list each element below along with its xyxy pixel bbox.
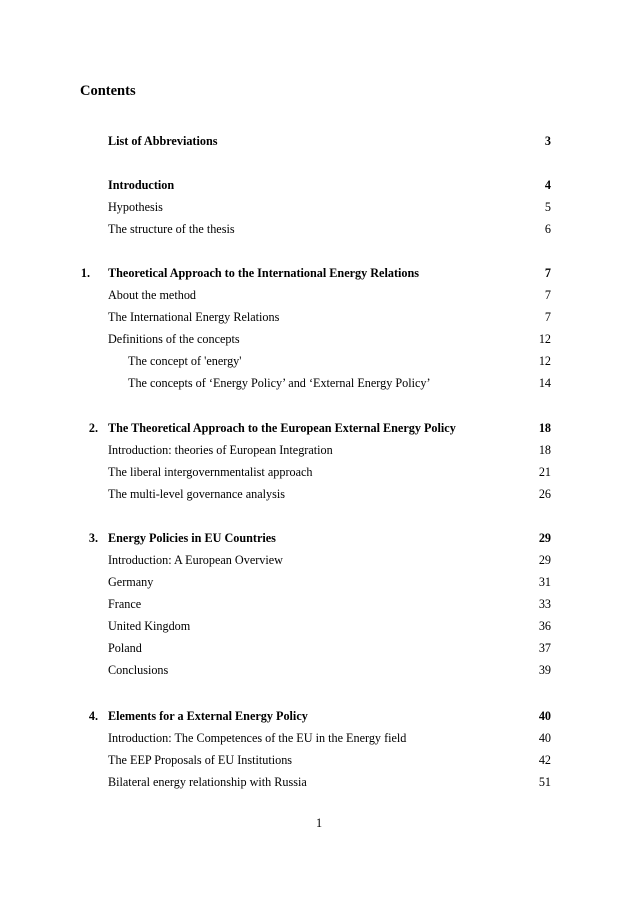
toc-entry-page: 37 xyxy=(538,641,551,655)
toc-entry-title: Introduction: A European Overview xyxy=(108,553,283,567)
toc-entry xyxy=(0,265,638,281)
toc-entry-page: 26 xyxy=(538,487,551,501)
toc-entry-title: Conclusions xyxy=(108,663,169,677)
toc-entry-page: 36 xyxy=(538,619,551,633)
toc-entry xyxy=(0,133,638,149)
toc-entry-title: The International Energy Relations xyxy=(108,310,280,324)
toc-entry-title: Elements for a External Energy Policy xyxy=(108,709,308,723)
toc-entry-page: 4 xyxy=(544,178,551,192)
toc-entry-title: Theoretical Approach to the International Energy Relations xyxy=(108,266,420,280)
toc-entry-title: Hypothesis xyxy=(108,200,163,214)
toc-entry-page: 18 xyxy=(538,443,551,457)
toc-entry-title: The structure of the thesis xyxy=(108,222,235,236)
toc-entry-title: Introduction: The Competences of the EU in the Energy field xyxy=(108,731,407,745)
toc-entry-page: 31 xyxy=(538,575,551,589)
toc-entry-title: The EEP Proposals of EU Institutions xyxy=(108,753,293,767)
toc-entry xyxy=(0,752,638,768)
toc-entry-page: 7 xyxy=(544,288,551,302)
toc-entry xyxy=(0,353,638,369)
toc-entry-page: 29 xyxy=(538,553,551,567)
toc-entry-title: The multi-level governance analysis xyxy=(108,487,285,501)
toc-entry-title: The concept of 'energy' xyxy=(128,354,242,368)
toc-entry-title: France xyxy=(108,597,142,611)
toc-entry-page: 3 xyxy=(544,134,551,148)
toc-entry xyxy=(0,552,638,568)
toc-entry-title: United Kingdom xyxy=(108,619,191,633)
toc-entry-page: 21 xyxy=(538,465,551,479)
toc-entry xyxy=(0,442,638,458)
toc-entry xyxy=(0,309,638,325)
toc-entry-title: Bilateral energy relationship with Russia xyxy=(108,775,307,789)
toc-entry-page: 42 xyxy=(538,753,551,767)
toc-entry-page: 12 xyxy=(538,332,551,346)
toc-entry xyxy=(0,177,638,193)
toc-entry xyxy=(0,464,638,480)
toc-entry xyxy=(0,199,638,215)
toc-entry xyxy=(0,221,638,237)
toc-entry-title: About the method xyxy=(108,288,197,302)
toc-entry xyxy=(0,774,638,790)
toc-entry-page: 40 xyxy=(538,709,551,723)
toc-entry xyxy=(0,486,638,502)
toc-entry xyxy=(0,331,638,347)
toc-entry-page: 33 xyxy=(538,597,551,611)
toc-entry-number: 2. xyxy=(88,421,98,435)
toc-entry xyxy=(0,375,638,391)
toc-entry-page: 14 xyxy=(538,376,551,390)
contents-heading: Contents xyxy=(80,83,136,99)
toc-entry xyxy=(0,530,638,546)
toc-entry-page: 7 xyxy=(544,310,551,324)
toc-entry-page: 6 xyxy=(544,222,551,236)
toc-entry-title: List of Abbreviations xyxy=(108,134,218,148)
toc-entry-number: 1. xyxy=(80,266,90,280)
toc-entry-title: Introduction xyxy=(108,178,175,192)
toc-entry xyxy=(0,708,638,724)
toc-entry-page: 12 xyxy=(538,354,551,368)
toc-entry-page: 5 xyxy=(544,200,551,214)
page-number: 1 xyxy=(315,816,323,830)
toc-entry xyxy=(0,420,638,436)
toc-entry-title: The concepts of ‘Energy Policy’ and ‘External Energy Policy’ xyxy=(128,376,431,390)
toc-entry-title: Poland xyxy=(108,641,142,655)
toc-entry-page: 51 xyxy=(538,775,551,789)
toc-entry-page: 29 xyxy=(538,531,551,545)
toc-entry xyxy=(0,287,638,303)
toc-entry-number: 3. xyxy=(88,531,98,545)
toc-entry-title: Definitions of the concepts xyxy=(108,332,240,346)
toc-entry-title: Introduction: theories of European Integration xyxy=(108,443,333,457)
toc-entry-page: 40 xyxy=(538,731,551,745)
toc-entry-page: 7 xyxy=(544,266,551,280)
toc-entry-page: 39 xyxy=(538,663,551,677)
toc-entry-page: 18 xyxy=(538,421,551,435)
toc-entry xyxy=(0,662,638,678)
toc-entry xyxy=(0,730,638,746)
toc-entry-title: Germany xyxy=(108,575,154,589)
toc-entry-number: 4. xyxy=(88,709,98,723)
toc-entry xyxy=(0,574,638,590)
toc-entry xyxy=(0,618,638,634)
toc-entry xyxy=(0,596,638,612)
toc-entry-title: Energy Policies in EU Countries xyxy=(108,531,276,545)
toc-entry xyxy=(0,640,638,656)
toc-entry-title: The liberal intergovernmentalist approach xyxy=(108,465,313,479)
toc-entry-title: The Theoretical Approach to the European External Energy Policy xyxy=(108,421,456,435)
